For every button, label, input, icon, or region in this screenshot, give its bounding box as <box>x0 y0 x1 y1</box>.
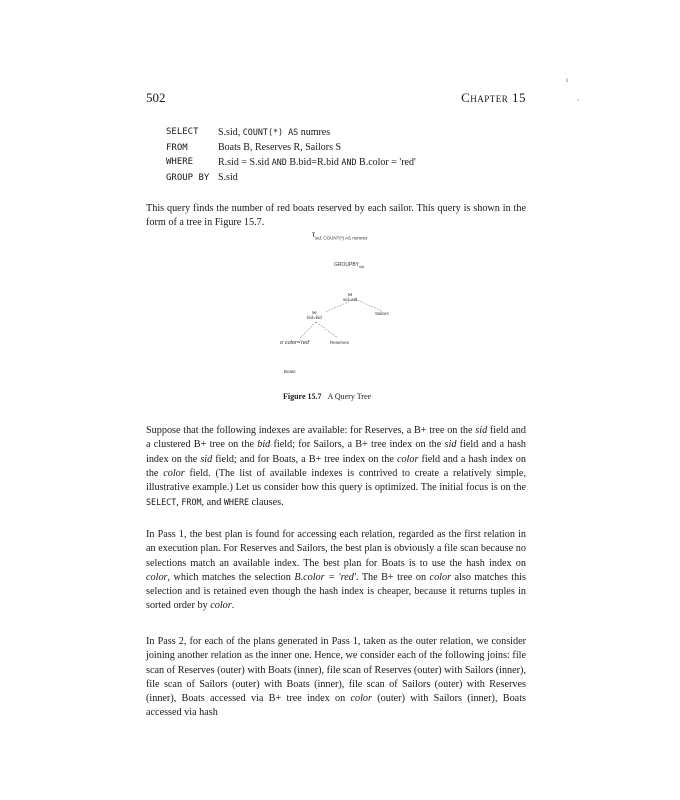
intro-paragraph: This query finds the number of red boats reserved by each sailor. This query is shown in the form of a tree in Figure 15.7. <box>146 203 526 229</box>
tree-node-join-sid: ⋈ sid=sid <box>343 292 358 302</box>
sql-query <box>166 125 416 185</box>
scan-mark: ı <box>566 76 568 84</box>
sql-keyword: FROM <box>166 142 188 153</box>
tree-node-boats: Boats <box>284 369 296 374</box>
page-header <box>146 90 526 108</box>
chapter-title: Chapter 15 <box>461 90 526 105</box>
tree-node-selection: σ color='red' <box>280 340 311 346</box>
tree-edge <box>355 299 382 311</box>
tree-node-sailors: Sailors <box>375 311 389 316</box>
page-number: 502 <box>146 90 166 105</box>
sql-keyword: SELECT <box>166 127 199 137</box>
query-tree-figure <box>250 224 510 384</box>
scan-mark: , <box>577 94 579 102</box>
sql-line <box>166 125 416 141</box>
sql-text: Boats B, Reserves R, Sailors S <box>218 141 342 153</box>
sql-line <box>166 141 416 156</box>
sql-text: R.sid = S.sid <box>218 157 272 168</box>
sql-text: S.sid <box>218 171 238 183</box>
caption-text: A Query Tree <box>327 392 372 401</box>
sql-text: B.bid=R.bid <box>286 157 342 168</box>
sql-mono: AND <box>341 157 357 167</box>
tree-node-join-bid: ⋈ bid=bid <box>307 310 322 320</box>
pass1-paragraph: In Pass 1, the best plan is found for accessing each relation, regarded as the first relation in an execution plan. For Reserves and Sailors, the best plan is obviously a file scan because no selections match an available index. The best plan for Boats is to use the hash index on color, which matches the selection B.color = 'red'. The B+ tree on color also matches this selection and is retained even though the hash index is cheaper, because it returns tuples in sorted order by color. <box>146 529 526 612</box>
sql-mono: AND <box>271 157 287 167</box>
sql-mono: COUNT(*) AS <box>242 127 299 137</box>
indexes-paragraph: Suppose that the following indexes are available: for Reserves, a B+ tree on the sid field and a clustered B+ tree on the bid field; for Sailors, a B+ tree index on the sid field and a hash index on the sid field; and for Boats, a B+ tree index on the color field and a hash index on the color field. (The list of available indexes is contrived to create a relatively simple, illustrative example.) Let us consider how this query is optimized. The initial focus is on the SELECT, FROM, and WHERE clauses. <box>146 425 526 509</box>
sql-line <box>166 171 416 186</box>
tree-node-project: $\tau_{sid, COUNT(*) AS numres}$ <box>312 230 368 241</box>
tree-edges <box>250 224 510 384</box>
sql-text: numres <box>298 127 331 138</box>
caption-label: Figure 15.7 <box>283 392 322 401</box>
sql-keyword: GROUP BY <box>166 172 210 183</box>
tree-node-groupby: $GROUPBY_{sid}$ <box>334 262 365 269</box>
tree-edge <box>300 322 316 338</box>
sql-keyword: WHERE <box>166 157 194 167</box>
sql-text: S.sid, <box>218 127 243 138</box>
pass2-paragraph: In Pass 2, for each of the plans generated in Pass 1, taken as the outer relation, we consider joining another relation as the inner one. Hence, we consider each of the following joins: file scan of Reserves (outer) with Boats (inner), file scan of Reserves (outer) with Sailors (inner), file scan of Sailors (outer) with Boats (inner), file scan of Sailors (outer) with Reserves (inner), Boats accessed via B+ tree index on color (outer) with Sailors (inner), Boats accessed via hash <box>146 636 526 719</box>
sql-line <box>166 155 416 171</box>
figure-caption <box>283 392 371 401</box>
tree-node-reserves: Reserves <box>330 340 350 345</box>
sql-text: B.color = 'red' <box>356 157 416 168</box>
tree-edge <box>316 322 338 338</box>
